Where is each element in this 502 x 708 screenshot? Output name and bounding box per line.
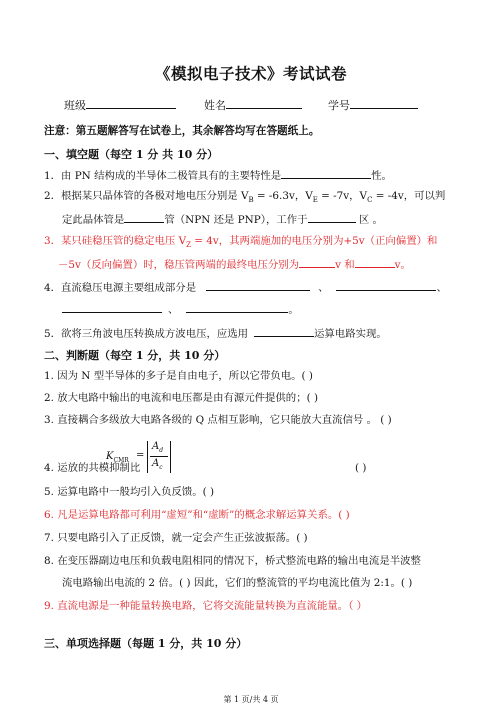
student-id-field bbox=[328, 97, 418, 113]
s1-question-1 bbox=[44, 167, 392, 183]
s1-q4-sep-2: 、 bbox=[436, 282, 447, 294]
page-footer: 第 1 页/共 4 页 bbox=[223, 695, 279, 704]
formula-k-sub: CMR bbox=[113, 457, 129, 464]
s1-q2-line2-text-c: 区 。 bbox=[355, 214, 383, 226]
s1-q2-sub-c: C bbox=[367, 196, 373, 205]
s1-question-2 bbox=[44, 189, 445, 207]
class-blank[interactable] bbox=[86, 97, 176, 109]
s1-q2-blank-2[interactable] bbox=[308, 211, 356, 223]
s2-question-3: 3. 直接耦合多级放大电路各级的 Q 点相互影响，它只能放大直流信号 。 ( ) bbox=[44, 414, 392, 426]
section1-heading: 一、填空题（每空 1 分 共 10 分） bbox=[44, 148, 219, 161]
student-id-label: 学号 bbox=[328, 99, 350, 112]
s1-q1-text-end: 性。 bbox=[371, 170, 392, 182]
s1-q4-sep-3: 、 bbox=[168, 304, 179, 316]
formula-abs-left bbox=[147, 441, 148, 473]
s2-question-4: 4. 运放的共模抑制比 bbox=[44, 462, 141, 474]
s1-q1-text: 1．由 PN 结构成的半导体二极管具有的主要特性是 bbox=[44, 170, 282, 182]
s2-question-4-paren: ( ) bbox=[355, 462, 367, 474]
name-field bbox=[204, 97, 302, 113]
formula-den-sub: c bbox=[159, 464, 163, 471]
s1-q5-text: 5．欲将三角波电压转换成方波电压，应选用 bbox=[44, 328, 249, 340]
section3-heading: 三、单项选择题（每题 1 分，共 10 分） bbox=[44, 637, 248, 650]
formula-eq: = bbox=[136, 450, 145, 461]
s1-q2-line2-text-b: 管（NPN 还是 PNP），工作于 bbox=[164, 214, 308, 226]
formula-num: A bbox=[152, 441, 160, 452]
s1-q4-text: 4．直流稳压电源主要组成部分是 bbox=[44, 282, 197, 294]
name-blank[interactable] bbox=[226, 97, 302, 109]
notice: 注意：第五题解答写在试卷上，其余解答均写在答题纸上。 bbox=[44, 125, 320, 137]
s1-q2-blank-1[interactable] bbox=[124, 211, 164, 223]
s1-q2-text-a: 2．根据某只晶体管的各极对地电压分别是 V bbox=[44, 190, 249, 202]
class-label: 班级 bbox=[64, 99, 86, 112]
s1-q1-blank[interactable] bbox=[281, 167, 371, 179]
s1-q4-blank-2[interactable] bbox=[336, 279, 436, 291]
s2-question-9: 9. 直流电源是一种能量转换电路，它将交流能量转换为直流能量。（ ） bbox=[44, 600, 368, 612]
s1-q2-sub-b: B bbox=[248, 196, 254, 205]
s1-q4-blank-4[interactable] bbox=[186, 301, 288, 313]
name-label: 姓名 bbox=[204, 99, 226, 112]
formula-den: A bbox=[152, 458, 160, 469]
s1-question-5 bbox=[44, 325, 387, 341]
s1-q4-sep-1: 、 bbox=[318, 282, 329, 294]
s1-question-4-line2 bbox=[62, 301, 299, 317]
s2-question-5: 5. 运算电路中一般均引入负反馈。( ) bbox=[44, 486, 215, 498]
s2-question-1: 1. 因为 N 型半导体的多子是自由电子，所以它带负电。( ) bbox=[44, 370, 313, 382]
s1-question-3-line2 bbox=[58, 256, 411, 272]
s1-q3-text-b: = 4v，其两端施加的电压分别为+5v（正向偏置）和 bbox=[190, 235, 438, 247]
s1-q3-line2-text-c: v。 bbox=[394, 259, 411, 271]
s1-question-3 bbox=[44, 234, 437, 252]
s1-q2-text-b: = -6.3v，V bbox=[253, 190, 313, 202]
formula-fraction-bar bbox=[150, 456, 168, 457]
formula-k: K bbox=[106, 451, 114, 462]
s1-q3-blank-1[interactable] bbox=[299, 256, 335, 268]
section2-heading: 二、判断题（每空 1 分，共 10 分） bbox=[44, 349, 226, 362]
s1-q5-text-end: 运算电路实现。 bbox=[314, 328, 387, 340]
s1-q3-line2-text-a: －5v（反向偏置）时，稳压管两端的最终电压分别为 bbox=[58, 259, 300, 271]
s2-question-8-line2: 流电路输出电流的 2 倍。( ) 因此，它们的整流管的平均电流比值为 2:1。( ) bbox=[62, 577, 413, 589]
s1-q2-line2-text-a: 定此晶体管是 bbox=[62, 214, 125, 226]
s1-question-4 bbox=[44, 279, 447, 295]
s2-question-7: 7. 只要电路引入了正反馈，就一定会产生正弦波振荡。( ) bbox=[44, 532, 308, 544]
student-id-blank[interactable] bbox=[350, 97, 418, 109]
s1-q4-end: 。 bbox=[288, 304, 299, 316]
s1-question-2-line2 bbox=[62, 211, 383, 227]
formula-num-sub: d bbox=[159, 447, 164, 454]
s1-q2-sub-e: E bbox=[312, 196, 318, 205]
s1-q4-blank-3[interactable] bbox=[62, 301, 162, 313]
s1-q4-blank-1[interactable] bbox=[206, 279, 310, 291]
s2-question-8: 8. 在变压器副边电压和负载电阻相同的情况下，桥式整流电路的输出电流是半波整 bbox=[44, 555, 421, 567]
s1-q3-blank-2[interactable] bbox=[355, 256, 395, 268]
s1-q3-text-a: 3．某只硅稳压管的稳定电压 V bbox=[44, 235, 187, 247]
s1-q2-text-c: = -7v，V bbox=[317, 190, 368, 202]
s1-q2-text-d: = -4v，可以判 bbox=[372, 190, 446, 202]
s1-q5-blank[interactable] bbox=[254, 325, 314, 337]
s1-q3-line2-text-b: v 和 bbox=[335, 259, 355, 271]
s1-q3-sub-z: Z bbox=[186, 241, 191, 250]
s2-question-2: 2. 放大电路中输出的电流和电压都是由有源元件提供的；( ) bbox=[44, 392, 318, 404]
class-field bbox=[64, 97, 176, 113]
formula-abs-right bbox=[170, 441, 171, 473]
s2-question-6: 6. 凡是运算电路都可利用“虚短”和“虚断”的概念求解运算关系。( ) bbox=[44, 509, 350, 521]
page-title: 《模拟电子技术》考试试卷 bbox=[154, 64, 347, 83]
